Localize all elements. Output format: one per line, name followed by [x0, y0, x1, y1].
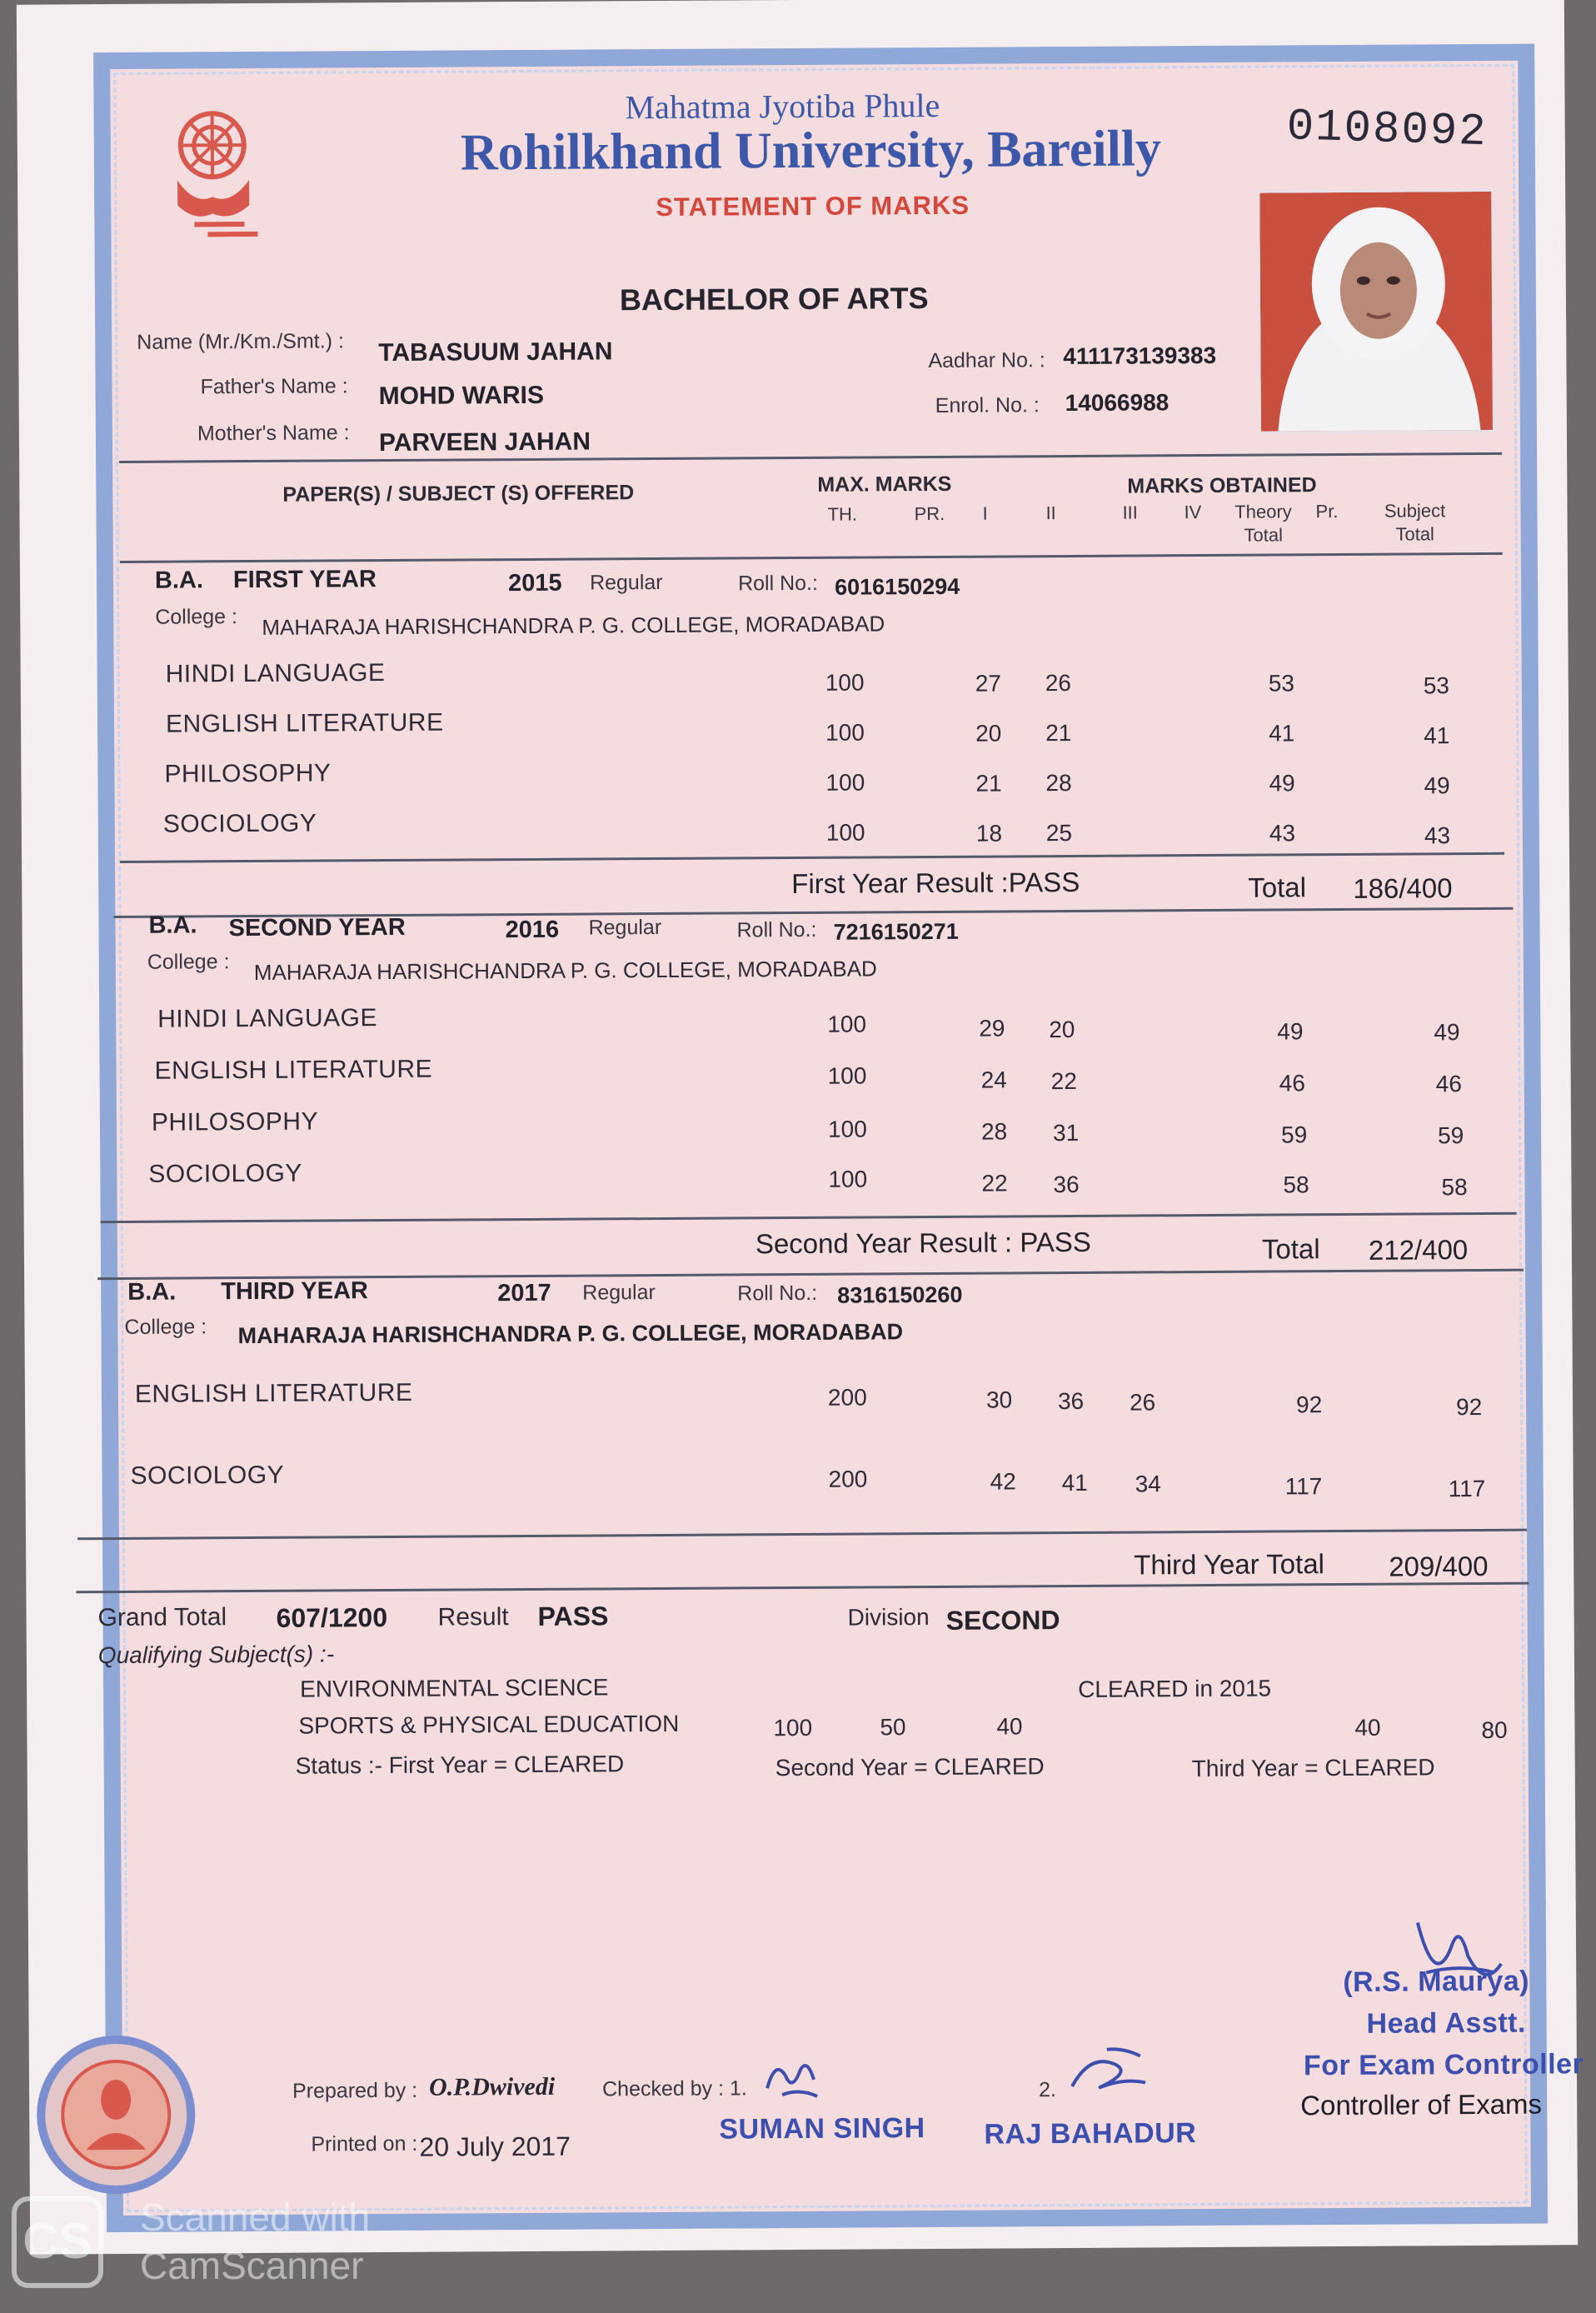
year3-total: 209/400 [1389, 1550, 1489, 1582]
subject-paper2: 36 [1053, 1171, 1080, 1198]
subject-paper3: 34 [1135, 1471, 1161, 1497]
aadhar-number: 411173139383 [1063, 342, 1217, 370]
aadhar-label: Aadhar No. : [928, 348, 1045, 373]
subject-theory-total: 117 [1284, 1473, 1323, 1500]
q2-max-th: 100 [773, 1714, 813, 1741]
col-i: I [982, 502, 988, 524]
year1-session: 2015 [507, 569, 562, 597]
university-name: Rohilkhand University, Bareilly [460, 120, 1162, 182]
controller-of-exams: Controller of Exams [1300, 2088, 1543, 2121]
subject-name: HINDI LANGUAGE [157, 1004, 378, 1033]
year2-college-label: College : [147, 950, 230, 974]
subject-max: 100 [825, 669, 865, 696]
year3-total-label: Third Year Total [1134, 1548, 1325, 1581]
subject-max: 100 [825, 769, 865, 796]
serial-number: 0108092 [1285, 102, 1489, 159]
subject-total: 92 [1455, 1393, 1483, 1421]
subject-paper1: 29 [979, 1015, 1005, 1042]
checker-2-number: 2. [1038, 2078, 1057, 2102]
division-label: Division [847, 1604, 930, 1631]
year3-roll-label: Roll No.: [737, 1281, 818, 1306]
subject-paper1: 28 [980, 1118, 1008, 1145]
year1-college-label: College : [155, 605, 238, 629]
subject-paper3: 26 [1129, 1389, 1156, 1416]
year1-total: 186/400 [1353, 872, 1453, 904]
watermark-line-2: CamScanner [140, 2244, 364, 2287]
subject-name: ENGLISH LITERATURE [154, 1055, 433, 1085]
year3-session: 2017 [497, 1279, 551, 1307]
status-first-year: Status :- First Year = CLEARED [295, 1751, 625, 1779]
year2-result: Second Year Result : PASS [755, 1226, 1091, 1260]
subject-name: SOCIOLOGY [162, 809, 317, 838]
subject-total: 49 [1434, 1019, 1460, 1046]
year2-total: 212/400 [1368, 1234, 1469, 1266]
year2-roll-label: Roll No.: [736, 917, 817, 942]
name-label: Name (Mr./Km./Smt.) : [137, 329, 344, 354]
subject-paper1: 22 [981, 1170, 1008, 1196]
watermark-line-1: Scanned with [140, 2196, 371, 2239]
subject-paper2: 41 [1061, 1469, 1088, 1496]
prepared-label: Prepared by : [292, 2078, 418, 2103]
subject-total: 41 [1424, 722, 1450, 749]
subject-max: 100 [825, 819, 865, 846]
subject-theory-total: 53 [1268, 670, 1295, 697]
year2-ba: B.A. [148, 912, 197, 939]
prepared-by: O.P.Dwivedi [428, 2072, 556, 2101]
col-paper: PAPER(S) / SUBJECT (S) OFFERED [282, 481, 635, 507]
subject-max: 100 [825, 719, 865, 746]
camscanner-badge: CS [12, 2196, 103, 2288]
university-seal-icon [34, 2032, 198, 2196]
printed-on: 20 July 2017 [419, 2131, 571, 2162]
subject-paper1: 30 [985, 1386, 1013, 1413]
mother-label: Mother's Name : [197, 421, 350, 446]
year2-total-label: Total [1261, 1233, 1320, 1265]
subject-paper2: 36 [1057, 1387, 1085, 1415]
subject-paper2: 31 [1052, 1119, 1080, 1147]
year2-title: SECOND YEAR [228, 913, 406, 942]
subject-theory-total: 49 [1269, 770, 1295, 797]
checker-1-name: SUMAN SINGH [719, 2112, 925, 2146]
col-marks-obtained: MARKS OBTAINED [1127, 473, 1317, 498]
subject-paper2: 26 [1045, 669, 1072, 697]
col-max-marks: MAX. MARKS [817, 472, 952, 497]
subject-paper2: 22 [1050, 1067, 1077, 1095]
subject-paper2: 21 [1045, 719, 1072, 747]
year2-session: 2016 [505, 916, 560, 944]
year2-roll: 7216150271 [833, 918, 959, 945]
q2-practical: 40 [1354, 1714, 1381, 1741]
subject-paper2: 25 [1045, 819, 1073, 847]
year3-college: MAHARAJA HARISHCHANDRA P. G. COLLEGE, MORADABAD [237, 1319, 904, 1349]
year1-roll-label: Roll No.: [737, 571, 818, 596]
subject-total: 46 [1435, 1071, 1462, 1097]
printed-label: Printed on : [311, 2131, 418, 2156]
year3-ba: B.A. [127, 1278, 177, 1306]
statement-title: STATEMENT OF MARKS [656, 190, 970, 222]
result-label: Result [437, 1603, 509, 1631]
subject-paper1: 21 [975, 770, 1002, 797]
mother-name: PARVEEN JAHAN [378, 427, 591, 457]
year1-ba: B.A. [154, 567, 204, 594]
subject-total: 43 [1424, 822, 1451, 849]
subject-total: 58 [1441, 1174, 1468, 1201]
year2-mode: Regular [588, 915, 662, 940]
qualifying-subject-1: ENVIRONMENTAL SCIENCE [300, 1674, 609, 1702]
subject-name: PHILOSOPHY [151, 1107, 319, 1137]
year3-college-label: College : [124, 1315, 207, 1339]
enrol-label: Enrol. No. : [935, 393, 1040, 417]
degree-title: BACHELOR OF ARTS [619, 281, 929, 317]
subject-max: 200 [828, 1466, 868, 1492]
col-iii: III [1122, 502, 1138, 523]
paper [17, 0, 1584, 2255]
year1-college: MAHARAJA HARISHCHANDRA P. G. COLLEGE, MORADABAD [262, 611, 885, 640]
status-third-year: Third Year = CLEARED [1191, 1754, 1435, 1782]
university-logo-icon [168, 97, 269, 256]
subject-theory-total: 58 [1283, 1171, 1309, 1198]
col-subject-total: Subject Total [1384, 500, 1446, 545]
grand-total: 607/1200 [276, 1602, 388, 1633]
subject-paper2: 20 [1049, 1016, 1075, 1043]
checker-2-name: RAJ BAHADUR [984, 2117, 1197, 2151]
subject-total: 53 [1423, 672, 1450, 699]
controller-signatory-name: (R.S. Maurya) [1343, 1965, 1530, 1999]
year3-roll: 8316150260 [837, 1281, 963, 1308]
qualifying-label: Qualifying Subject(s) :- [97, 1641, 335, 1669]
subject-max: 100 [827, 1062, 867, 1089]
year1-title: FIRST YEAR [232, 566, 377, 594]
year3-mode: Regular [582, 1281, 656, 1305]
subject-name: HINDI LANGUAGE [165, 659, 386, 688]
signature-1-icon [759, 2055, 825, 2105]
col-ii: II [1045, 502, 1056, 524]
q2-theory: 40 [996, 1713, 1023, 1740]
subject-theory-total: 59 [1280, 1122, 1308, 1148]
q2-total: 80 [1481, 1716, 1508, 1743]
q2-max-pr: 50 [880, 1714, 906, 1741]
subject-paper1: 27 [975, 670, 1002, 697]
col-iv: IV [1184, 502, 1202, 523]
subject-name: ENGLISH LITERATURE [165, 708, 444, 738]
subject-theory-total: 41 [1269, 720, 1295, 747]
year1-roll: 6016150294 [834, 573, 960, 600]
father-name: MOHD WARIS [378, 381, 545, 411]
grand-total-label: Grand Total [97, 1603, 227, 1632]
division: SECOND [945, 1605, 1060, 1636]
col-theory-total: Theory Total [1234, 501, 1292, 546]
subject-name: ENGLISH LITERATURE [134, 1378, 413, 1408]
subject-name: PHILOSOPHY [164, 759, 332, 788]
col-th: TH. [827, 503, 858, 525]
student-name: TABASUUM JAHAN [378, 337, 613, 367]
subject-name: SOCIOLOGY [130, 1461, 285, 1490]
subject-name: SOCIOLOGY [148, 1159, 302, 1188]
enrol-number: 14066988 [1065, 389, 1170, 417]
subject-paper1: 24 [980, 1067, 1007, 1093]
subject-paper1: 18 [975, 820, 1003, 847]
year1-mode: Regular [589, 570, 663, 595]
year2-college: MAHARAJA HARISHCHANDRA P. G. COLLEGE, MORADABAD [253, 956, 877, 985]
year1-total-label: Total [1248, 872, 1307, 903]
subject-max: 100 [827, 1011, 867, 1037]
subject-theory-total: 92 [1295, 1391, 1323, 1418]
university-prefix: Mahatma Jyotiba Phule [625, 86, 940, 127]
signature-2-icon [1065, 2044, 1157, 2103]
year1-result: First Year Result :PASS [791, 866, 1080, 900]
subject-theory-total: 46 [1279, 1070, 1305, 1097]
subject-max: 100 [828, 1166, 868, 1192]
subject-max: 100 [827, 1116, 867, 1142]
col-pr: PR. [914, 502, 945, 525]
subject-max: 200 [827, 1384, 867, 1411]
signatory-title: Head Asstt. [1366, 2006, 1527, 2040]
subject-total: 117 [1448, 1475, 1486, 1502]
year3-title: THIRD YEAR [221, 1277, 369, 1306]
checked-label: Checked by : 1. [601, 2076, 747, 2101]
subject-paper1: 20 [975, 720, 1002, 747]
col-pr-obtained: Pr. [1315, 501, 1339, 522]
subject-total: 59 [1437, 1122, 1464, 1149]
qualifying-subject-1-status: CLEARED in 2015 [1078, 1675, 1272, 1702]
subject-total: 49 [1424, 772, 1450, 799]
student-photo [1257, 189, 1495, 434]
father-label: Father's Name : [200, 374, 348, 399]
qualifying-subject-2: SPORTS & PHYSICAL EDUCATION [298, 1710, 680, 1739]
subject-paper1: 42 [990, 1468, 1016, 1495]
subject-paper2: 28 [1045, 769, 1072, 797]
signatory-for: For Exam Controller [1303, 2048, 1584, 2082]
subject-theory-total: 49 [1277, 1018, 1304, 1045]
subject-theory-total: 43 [1269, 820, 1296, 847]
status-second-year: Second Year = CLEARED [775, 1753, 1045, 1781]
final-result: PASS [537, 1601, 609, 1631]
